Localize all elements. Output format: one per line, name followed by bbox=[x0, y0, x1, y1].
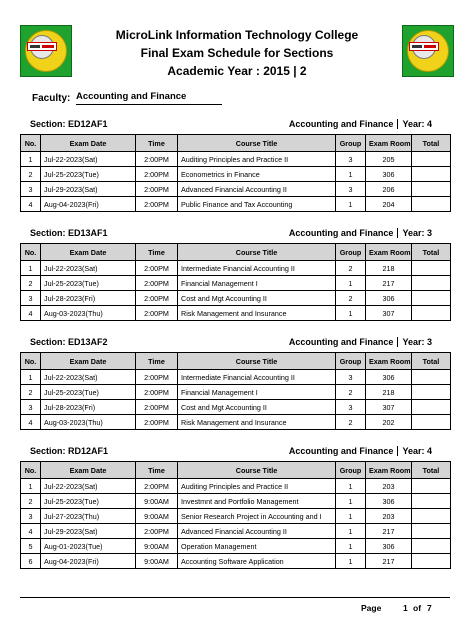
exam-time: 2:00PM bbox=[136, 167, 178, 182]
course-title: Investmnt and Portfolio Management bbox=[178, 494, 336, 509]
column-header: Exam Date bbox=[41, 353, 136, 370]
total bbox=[412, 400, 451, 415]
exam-room: 203 bbox=[366, 479, 412, 494]
total bbox=[412, 276, 451, 291]
column-header: No. bbox=[21, 244, 41, 261]
total bbox=[412, 539, 451, 554]
column-header: Exam Date bbox=[41, 462, 136, 479]
row-number: 5 bbox=[21, 539, 41, 554]
table-row bbox=[21, 182, 451, 197]
course-title: Auditing Principles and Practice II bbox=[178, 152, 336, 167]
group: 1 bbox=[336, 494, 366, 509]
table-header-row bbox=[21, 462, 451, 479]
column-header: Time bbox=[136, 244, 178, 261]
year-value: 3 bbox=[426, 337, 432, 347]
exam-room: 218 bbox=[366, 385, 412, 400]
total bbox=[412, 415, 451, 430]
section-department: Accounting and Finance bbox=[288, 228, 394, 238]
group: 1 bbox=[336, 524, 366, 539]
table-row bbox=[21, 152, 451, 167]
column-header: No. bbox=[21, 135, 41, 152]
table-row bbox=[21, 370, 451, 385]
course-title: Auditing Principles and Practice II bbox=[178, 479, 336, 494]
exam-date: Jul-28-2023(Fri) bbox=[41, 291, 136, 306]
table-row bbox=[21, 306, 451, 321]
total bbox=[412, 370, 451, 385]
row-number: 6 bbox=[21, 554, 41, 569]
column-header: Exam Room bbox=[366, 353, 412, 370]
of-label: of bbox=[413, 603, 422, 613]
exam-date: Jul-29-2023(Sat) bbox=[41, 524, 136, 539]
exam-room: 217 bbox=[366, 276, 412, 291]
group: 2 bbox=[336, 415, 366, 430]
column-header: Exam Room bbox=[366, 462, 412, 479]
row-number: 3 bbox=[21, 291, 41, 306]
year-label: Year: bbox=[397, 119, 424, 129]
exam-time: 9:00AM bbox=[136, 539, 178, 554]
column-header: Exam Date bbox=[41, 135, 136, 152]
group: 3 bbox=[336, 182, 366, 197]
exam-schedule-table bbox=[20, 461, 451, 569]
exam-date: Jul-22-2023(Sat) bbox=[41, 152, 136, 167]
section-ed13af1 bbox=[20, 227, 450, 321]
group: 1 bbox=[336, 306, 366, 321]
year-value: 4 bbox=[426, 446, 432, 456]
group: 1 bbox=[336, 479, 366, 494]
exam-room: 306 bbox=[366, 539, 412, 554]
course-title: Cost and Mgt Accounting II bbox=[178, 291, 336, 306]
exam-time: 9:00AM bbox=[136, 554, 178, 569]
exam-room: 202 bbox=[366, 415, 412, 430]
group: 1 bbox=[336, 197, 366, 212]
section-department: Accounting and Finance bbox=[288, 119, 394, 129]
total bbox=[412, 167, 451, 182]
total bbox=[412, 554, 451, 569]
exam-room: 307 bbox=[366, 400, 412, 415]
row-number: 1 bbox=[21, 370, 41, 385]
total bbox=[412, 524, 451, 539]
column-header: Total bbox=[412, 353, 451, 370]
exam-time: 2:00PM bbox=[136, 415, 178, 430]
course-title: Accounting Software Application bbox=[178, 554, 336, 569]
exam-date: Jul-22-2023(Sat) bbox=[41, 261, 136, 276]
row-number: 2 bbox=[21, 385, 41, 400]
group: 1 bbox=[336, 509, 366, 524]
total bbox=[412, 152, 451, 167]
total bbox=[412, 306, 451, 321]
exam-room: 217 bbox=[366, 524, 412, 539]
exam-time: 2:00PM bbox=[136, 479, 178, 494]
exam-room: 306 bbox=[366, 167, 412, 182]
section-code: ED13AF2 bbox=[68, 337, 108, 347]
column-header: Group bbox=[336, 244, 366, 261]
course-title: Advanced Financial Accounting II bbox=[178, 182, 336, 197]
column-header: Course Title bbox=[178, 135, 336, 152]
exam-schedule-table bbox=[20, 352, 451, 430]
exam-time: 2:00PM bbox=[136, 400, 178, 415]
column-header: Exam Date bbox=[41, 244, 136, 261]
row-number: 3 bbox=[21, 509, 41, 524]
column-header: Course Title bbox=[178, 244, 336, 261]
exam-room: 206 bbox=[366, 182, 412, 197]
exam-schedule-table bbox=[20, 243, 451, 321]
course-title: Intermediate Financial Accounting II bbox=[178, 370, 336, 385]
course-title: Risk Management and Insurance bbox=[178, 415, 336, 430]
exam-time: 2:00PM bbox=[136, 370, 178, 385]
group: 2 bbox=[336, 385, 366, 400]
page-number: 1 bbox=[403, 603, 408, 613]
table-row bbox=[21, 167, 451, 182]
table-header-row bbox=[21, 135, 451, 152]
section-header bbox=[20, 445, 450, 461]
exam-time: 9:00AM bbox=[136, 494, 178, 509]
group: 3 bbox=[336, 400, 366, 415]
section-code: ED13AF1 bbox=[68, 228, 108, 238]
course-title: Senior Research Project in Accounting and I bbox=[178, 509, 336, 524]
course-title: Financial Management I bbox=[178, 385, 336, 400]
row-number: 1 bbox=[21, 152, 41, 167]
row-number: 2 bbox=[21, 494, 41, 509]
faculty-value: Accounting and Finance bbox=[76, 91, 222, 105]
column-header: Course Title bbox=[178, 462, 336, 479]
course-title: Operation Management bbox=[178, 539, 336, 554]
table-row bbox=[21, 385, 451, 400]
year-value: 3 bbox=[426, 228, 432, 238]
column-header: Exam Room bbox=[366, 135, 412, 152]
column-header: Total bbox=[412, 135, 451, 152]
section-ed13af2 bbox=[20, 336, 450, 430]
exam-date: Jul-25-2023(Tue) bbox=[41, 494, 136, 509]
exam-date: Jul-25-2023(Tue) bbox=[41, 385, 136, 400]
footer-divider bbox=[20, 597, 450, 598]
exam-room: 218 bbox=[366, 261, 412, 276]
total bbox=[412, 291, 451, 306]
column-header: Course Title bbox=[178, 353, 336, 370]
table-header-row bbox=[21, 353, 451, 370]
year-value: 4 bbox=[426, 119, 432, 129]
table-row bbox=[21, 509, 451, 524]
column-header: No. bbox=[21, 353, 41, 370]
total bbox=[412, 385, 451, 400]
row-number: 4 bbox=[21, 524, 41, 539]
exam-time: 2:00PM bbox=[136, 276, 178, 291]
row-number: 3 bbox=[21, 400, 41, 415]
exam-time: 9:00AM bbox=[136, 509, 178, 524]
section-header bbox=[20, 118, 450, 134]
group: 3 bbox=[336, 370, 366, 385]
table-row bbox=[21, 261, 451, 276]
column-header: Group bbox=[336, 353, 366, 370]
row-number: 4 bbox=[21, 415, 41, 430]
year-label: Year: bbox=[397, 228, 424, 238]
college-name: MicroLink Information Technology College bbox=[115, 28, 359, 42]
column-header: Group bbox=[336, 135, 366, 152]
row-number: 3 bbox=[21, 182, 41, 197]
row-number: 2 bbox=[21, 276, 41, 291]
row-number: 2 bbox=[21, 167, 41, 182]
course-title: Econometrics in Finance bbox=[178, 167, 336, 182]
section-department: Accounting and Finance bbox=[288, 337, 394, 347]
course-title: Public Finance and Tax Accounting bbox=[178, 197, 336, 212]
exam-room: 306 bbox=[366, 370, 412, 385]
total bbox=[412, 197, 451, 212]
table-row bbox=[21, 524, 451, 539]
section-label: Section: bbox=[30, 228, 66, 238]
year-label: Year: bbox=[397, 337, 424, 347]
exam-time: 2:00PM bbox=[136, 261, 178, 276]
section-ed12af1 bbox=[20, 118, 450, 212]
exam-room: 306 bbox=[366, 291, 412, 306]
section-code: ED12AF1 bbox=[68, 119, 108, 129]
exam-time: 2:00PM bbox=[136, 291, 178, 306]
total bbox=[412, 182, 451, 197]
section-label: Section: bbox=[30, 119, 66, 129]
exam-time: 2:00PM bbox=[136, 306, 178, 321]
group: 1 bbox=[336, 167, 366, 182]
table-row bbox=[21, 400, 451, 415]
exam-time: 2:00PM bbox=[136, 152, 178, 167]
table-row bbox=[21, 539, 451, 554]
total bbox=[412, 479, 451, 494]
course-title: Intermediate Financial Accounting II bbox=[178, 261, 336, 276]
section-header bbox=[20, 227, 450, 243]
section-header bbox=[20, 336, 450, 352]
column-header: Time bbox=[136, 135, 178, 152]
column-header: Time bbox=[136, 462, 178, 479]
table-row bbox=[21, 291, 451, 306]
group: 2 bbox=[336, 261, 366, 276]
exam-date: Aug-01-2023(Tue) bbox=[41, 539, 136, 554]
faculty-label: Faculty: bbox=[32, 93, 71, 104]
exam-date: Jul-22-2023(Sat) bbox=[41, 479, 136, 494]
course-title: Cost and Mgt Accounting II bbox=[178, 400, 336, 415]
exam-time: 2:00PM bbox=[136, 197, 178, 212]
exam-room: 203 bbox=[366, 509, 412, 524]
exam-date: Aug-04-2023(Fri) bbox=[41, 197, 136, 212]
row-number: 1 bbox=[21, 261, 41, 276]
exam-room: 307 bbox=[366, 306, 412, 321]
group: 2 bbox=[336, 291, 366, 306]
total bbox=[412, 261, 451, 276]
row-number: 4 bbox=[21, 197, 41, 212]
column-header: Total bbox=[412, 462, 451, 479]
row-number: 4 bbox=[21, 306, 41, 321]
section-department: Accounting and Finance bbox=[288, 446, 394, 456]
exam-room: 205 bbox=[366, 152, 412, 167]
section-rd12af1 bbox=[20, 445, 450, 569]
table-row bbox=[21, 415, 451, 430]
year-label: Year: bbox=[397, 446, 424, 456]
exam-time: 2:00PM bbox=[136, 182, 178, 197]
exam-room: 306 bbox=[366, 494, 412, 509]
group: 1 bbox=[336, 539, 366, 554]
exam-date: Jul-29-2023(Sat) bbox=[41, 182, 136, 197]
exam-schedule-table bbox=[20, 134, 451, 212]
section-label: Section: bbox=[30, 337, 66, 347]
exam-date: Jul-22-2023(Sat) bbox=[41, 370, 136, 385]
group: 3 bbox=[336, 152, 366, 167]
column-header: Total bbox=[412, 244, 451, 261]
course-title: Risk Management and Insurance bbox=[178, 306, 336, 321]
exam-date: Jul-27-2023(Thu) bbox=[41, 509, 136, 524]
exam-date: Aug-03-2023(Thu) bbox=[41, 415, 136, 430]
table-row bbox=[21, 197, 451, 212]
exam-room: 217 bbox=[366, 554, 412, 569]
total bbox=[412, 494, 451, 509]
section-label: Section: bbox=[30, 446, 66, 456]
exam-date: Jul-25-2023(Tue) bbox=[41, 167, 136, 182]
column-header: Time bbox=[136, 353, 178, 370]
total bbox=[412, 509, 451, 524]
column-header: No. bbox=[21, 462, 41, 479]
exam-date: Aug-04-2023(Fri) bbox=[41, 554, 136, 569]
column-header: Group bbox=[336, 462, 366, 479]
exam-time: 2:00PM bbox=[136, 385, 178, 400]
column-header: Exam Room bbox=[366, 244, 412, 261]
document-title: Final Exam Schedule for Sections bbox=[140, 46, 334, 60]
table-header-row bbox=[21, 244, 451, 261]
exam-date: Jul-25-2023(Tue) bbox=[41, 276, 136, 291]
group: 1 bbox=[336, 554, 366, 569]
exam-date: Aug-03-2023(Thu) bbox=[41, 306, 136, 321]
academic-year: Academic Year : 2015 | 2 bbox=[167, 64, 307, 78]
section-code: RD12AF1 bbox=[68, 446, 109, 456]
table-row bbox=[21, 494, 451, 509]
exam-date: Jul-28-2023(Fri) bbox=[41, 400, 136, 415]
group: 1 bbox=[336, 276, 366, 291]
table-row bbox=[21, 554, 451, 569]
table-row bbox=[21, 276, 451, 291]
page-label: Page bbox=[361, 603, 382, 613]
course-title: Financial Management I bbox=[178, 276, 336, 291]
exam-time: 2:00PM bbox=[136, 524, 178, 539]
row-number: 1 bbox=[21, 479, 41, 494]
table-row bbox=[21, 479, 451, 494]
exam-room: 204 bbox=[366, 197, 412, 212]
total-pages: 7 bbox=[427, 603, 432, 613]
course-title: Advanced Financial Accounting II bbox=[178, 524, 336, 539]
